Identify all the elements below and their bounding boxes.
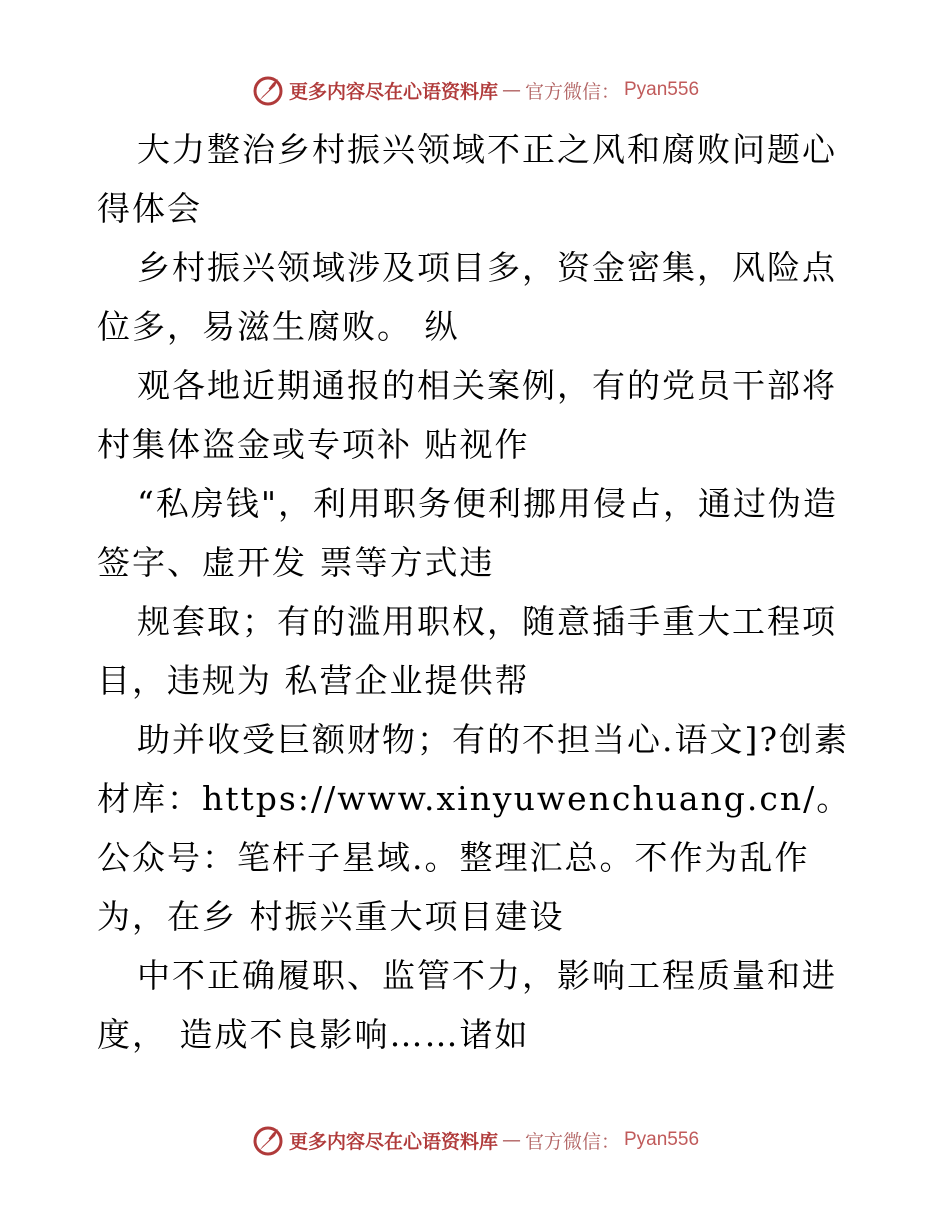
footer-wechat-id: Pyan556 — [624, 1129, 700, 1150]
header-wechat-label: 官方微信： — [524, 80, 620, 103]
paragraph-4: 规套取；有的滥用职权，随意插手重大工程项目，违规为 私营企业提供帮 — [97, 602, 837, 700]
footer-wechat-label: 官方微信： — [524, 1130, 620, 1153]
header-banner — [0, 70, 950, 110]
quill-pen-logo-icon — [251, 1123, 285, 1157]
paragraph-1: 乡村振兴领域涉及项目多，资金密集，风险点位多，易滋生腐败。 纵 — [97, 248, 837, 346]
footer-banner-inner — [251, 1123, 699, 1157]
quill-pen-logo-icon — [251, 73, 285, 107]
header-wechat-id: Pyan556 — [624, 79, 700, 100]
paragraph-5: 助并收受巨额财物；有的不担当心.语文]?创素材库：https://www.xinyuwenchuang.cn/。公众号：笔杆子星域.。整理汇总。不作为乱作为，在乡 村振兴重大项目建设 — [97, 720, 852, 936]
document-body — [97, 120, 857, 1064]
header-separator: — — [501, 79, 521, 101]
header-banner-inner — [251, 73, 699, 107]
paragraph-6: 中不正确履职、监管不力，影响工程质量和进度， 造成不良影响……诸如 — [97, 956, 837, 1054]
paragraph-3: “私房钱"，利用职务便利挪用侵占，通过伪造签字、虚开发 票等方式违 — [97, 484, 839, 582]
footer-site-text: 更多内容尽在心语资料库 — [288, 1130, 498, 1153]
footer-separator: — — [501, 1129, 521, 1151]
footer-banner — [0, 1120, 950, 1160]
document-title: 大力整治乡村振兴领域不正之风和腐败问题心得体会 — [97, 130, 837, 228]
header-site-text: 更多内容尽在心语资料库 — [288, 80, 498, 103]
paragraph-2: 观各地近期通报的相关案例，有的党员干部将村集体盗金或专项补 贴视作 — [97, 366, 837, 464]
